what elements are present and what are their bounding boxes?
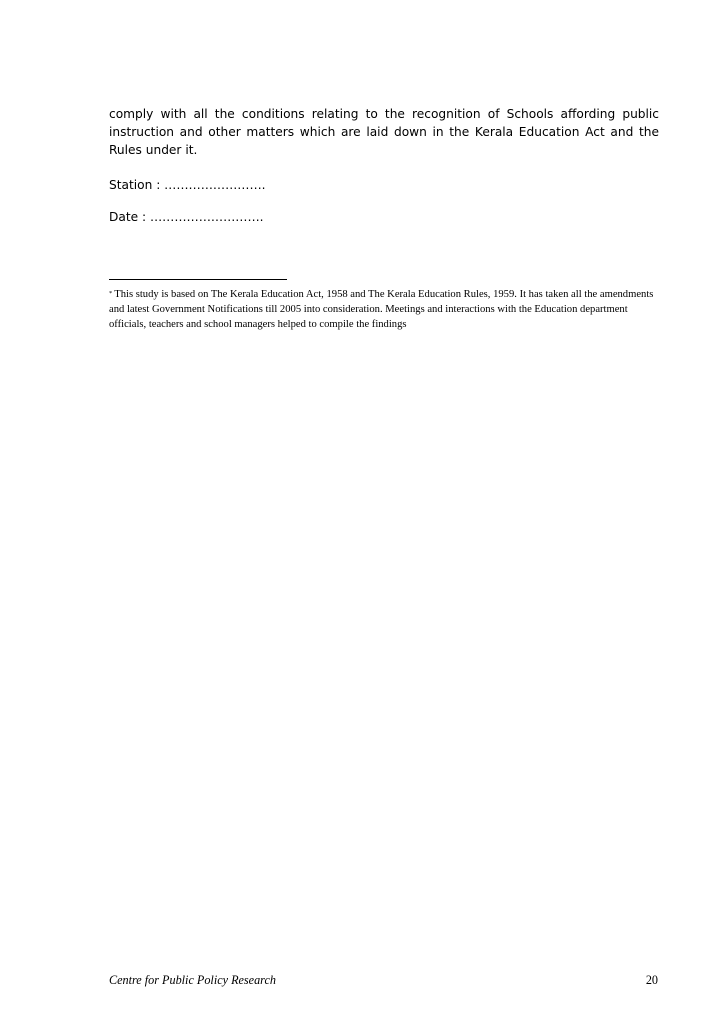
footnote-separator <box>109 279 287 280</box>
footnote-marker: * <box>109 290 113 297</box>
date-field: Date : ………………………. <box>109 210 264 224</box>
footnote-text: This study is based on The Kerala Education Act, 1958 and The Kerala Education Rules, 1959. It has taken all the amendments and latest Government Notifications till 2005 into consideration. Meetings and interactions with the Education department officials, teachers and school managers helped to compile the findings <box>109 289 654 330</box>
body-paragraph: comply with all the conditions relating to the recognition of Schools affording public instruction and other matters which are laid down in the Kerala Education Act and the Rules under it. <box>109 107 659 157</box>
footnote <box>109 287 661 332</box>
page-number: 20 <box>645 973 658 987</box>
station-field: Station : ……………………. <box>109 178 266 192</box>
footer-organization: Centre for Public Policy Research <box>109 973 276 987</box>
